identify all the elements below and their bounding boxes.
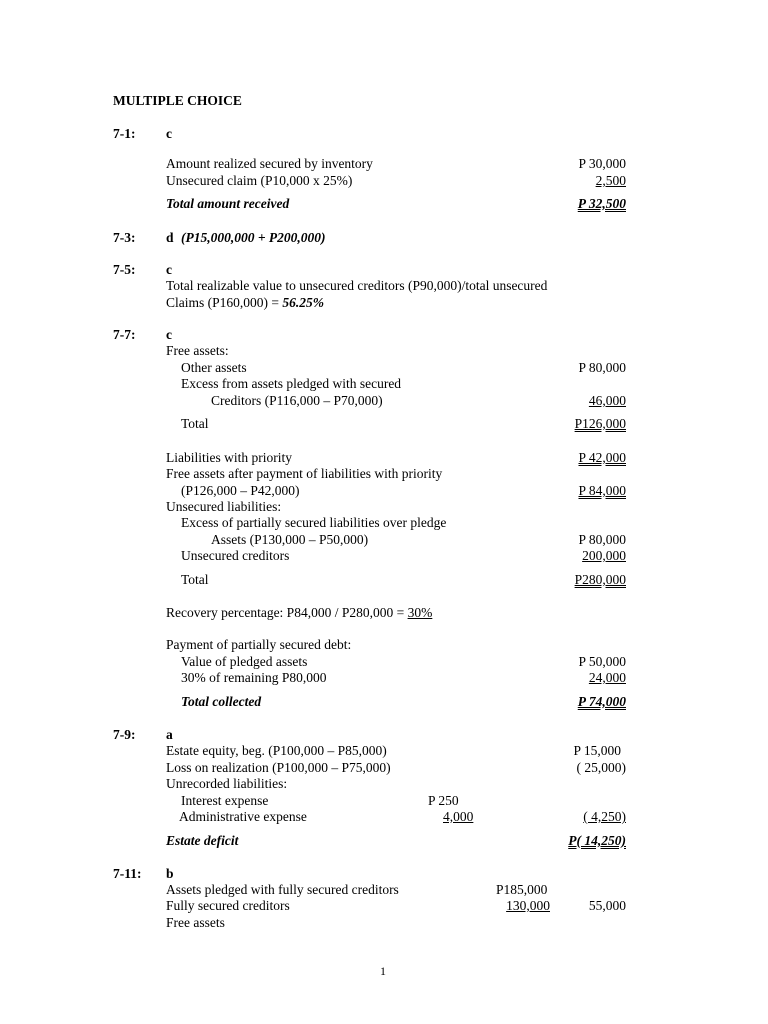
answer-letter: c <box>166 327 172 342</box>
row-value: P 80,000 <box>578 532 626 547</box>
answer-letter: c <box>166 262 172 277</box>
row-value: P126,000 <box>574 416 626 431</box>
question-number: 7-7: <box>113 327 136 342</box>
row-label: Amount realized secured by inventory <box>166 156 373 171</box>
row-label: Liabilities with priority <box>166 450 292 465</box>
row-value: P 42,000 <box>578 450 626 465</box>
row-label <box>166 295 324 311</box>
row-label: Unrecorded liabilities: <box>166 776 288 791</box>
row-label: (P126,000 – P42,000) <box>181 483 300 498</box>
answer-letter: a <box>166 727 173 742</box>
row-label: Free assets after payment of liabilities with priority <box>166 466 443 481</box>
row-label: Unsecured creditors <box>181 548 290 563</box>
answer-letter: b <box>166 866 174 881</box>
row-label: Other assets <box>181 360 247 375</box>
row-label-text: Claims (P160,000) = <box>166 295 283 310</box>
percentage: 56.25% <box>282 295 324 310</box>
row-label: Loss on realization (P100,000 – P75,000) <box>166 760 391 775</box>
question-number: 7-5: <box>113 262 136 277</box>
answer-formula: (P15,000,000 + P200,000) <box>181 230 326 245</box>
row-value: ( 4,250) <box>583 809 626 824</box>
row-value: P 15,000 <box>573 743 621 758</box>
row-value: P280,000 <box>574 572 626 587</box>
row-value: 46,000 <box>588 393 626 408</box>
row-value: 200,000 <box>582 548 626 563</box>
row-value: 55,000 <box>588 898 626 913</box>
row-label: Free assets <box>166 915 225 930</box>
total-label: Total collected <box>181 694 262 709</box>
row-value: P185,000 <box>496 882 548 897</box>
row-value: 24,000 <box>588 670 626 685</box>
row-value: 2,500 <box>595 173 626 188</box>
row-label: Unsecured liabilities: <box>166 499 282 514</box>
percentage: 30% <box>407 605 433 620</box>
question-number: 7-3: <box>113 230 136 245</box>
row-value: P 80,000 <box>578 360 626 375</box>
row-label: Administrative expense <box>179 809 307 824</box>
row-label: Total <box>181 572 209 587</box>
total-value: P 74,000 <box>577 694 626 709</box>
row-value: 4,000 <box>443 809 474 824</box>
row-label: Interest expense <box>181 793 269 808</box>
row-label: Estate equity, beg. (P100,000 – P85,000) <box>166 743 387 758</box>
question-number: 7-1: <box>113 126 136 141</box>
row-label: Excess from assets pledged with secured <box>181 376 402 391</box>
answer-letter: c <box>166 126 172 141</box>
row-value: P 84,000 <box>578 483 626 498</box>
total-value: P( 14,250) <box>568 833 626 848</box>
row-value: P 250 <box>428 793 459 808</box>
row-label: Payment of partially secured debt: <box>166 637 352 652</box>
row-label: Value of pledged assets <box>181 654 308 669</box>
total-value: P 32,500 <box>577 196 626 211</box>
total-label: Total amount received <box>166 196 290 211</box>
row-label: Total realizable value to unsecured creditors (P90,000)/total unsecured <box>166 278 548 293</box>
question-number: 7-11: <box>113 866 142 881</box>
row-label: Assets (P130,000 – P50,000) <box>211 532 369 547</box>
row-label: Free assets: <box>166 343 229 358</box>
row-label: Unsecured claim (P10,000 x 25%) <box>166 173 353 188</box>
row-value: P 30,000 <box>578 156 626 171</box>
row-value: 130,000 <box>506 898 550 913</box>
row-label: Fully secured creditors <box>166 898 290 913</box>
answer-letter: d <box>166 230 174 245</box>
question-number: 7-9: <box>113 727 136 742</box>
page-heading: MULTIPLE CHOICE <box>113 93 242 108</box>
row-value: ( 25,000) <box>576 760 626 775</box>
recovery-line <box>166 605 432 621</box>
row-value: P 50,000 <box>578 654 626 669</box>
row-label-text: Recovery percentage: P84,000 / P280,000 = <box>166 605 408 620</box>
row-label: Excess of partially secured liabilities over pledge <box>181 515 447 530</box>
row-label: Creditors (P116,000 – P70,000) <box>211 393 383 408</box>
row-label: Assets pledged with fully secured creditors <box>166 882 399 897</box>
total-label: Estate deficit <box>166 833 239 848</box>
page-number: 1 <box>380 964 386 978</box>
row-label: 30% of remaining P80,000 <box>181 670 327 685</box>
row-label: Total <box>181 416 209 431</box>
